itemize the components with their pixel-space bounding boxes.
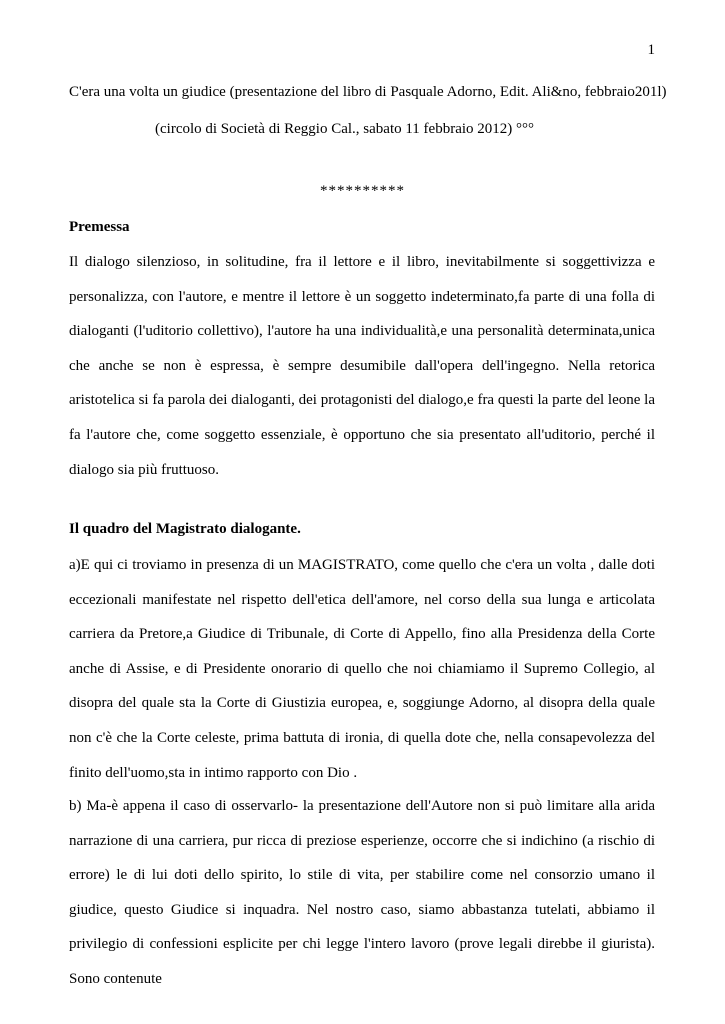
section-heading-premessa: Premessa xyxy=(69,219,130,235)
paragraph-b: b) Ma-è appena il caso di osservarlo- la presentazione dell'Autore non si può limitare alla arida narrazione di una carriera, pur ricca di preziose esperienze, occorre che si indichino (a rischio di errore) le di lui doti dello spirito, lo stile di vita, per stabilire come nel consorzio umano il giudice, questo Giudice si inquadra. Nel nostro caso, siamo abbastanza tutelati, abbiamo il privilegio di confessioni esplicite per chi legge l'intero lavoro (prove legali direbbe il giurista). Sono contenute xyxy=(69,798,655,987)
section-heading-quadro: Il quadro del Magistrato dialogante. xyxy=(69,521,301,537)
paragraph-premessa: Il dialogo silenzioso, in solitudine, fra il lettore e il libro, inevitabilmente si soggettivizza e personalizza, con l'autore, e mentre il lettore è un soggetto indeterminato,fa parte di una folla di dialoganti (l'uditorio collettivo), l'autore ha una individualità,e una personalità determinata,unica che anche se non è espressa, è sempre desumibile dall'opera dell'ingegno. Nella retorica aristotelica si fa parola dei dialoganti, dei protagonisti del dialogo,e fra questi la parte del leone la fa l'autore che, come soggetto essenziale, è opportuno che sia presentato all'uditorio, perché il dialogo sia più fruttuoso. xyxy=(69,254,655,478)
separator: ********** xyxy=(320,183,405,199)
page-number: 1 xyxy=(647,42,655,58)
paragraph-a: a)E qui ci troviamo in presenza di un MAGISTRATO, come quello che c'era un volta , dalle doti eccezionali manifestate nel rispetto dell'etica dell'amore, nel corso della sua lunga e articolata carriera da Pretore,a Giudice di Tribunale, di Corte di Appello, fino alla Presidenza della Corte anche di Assise, e di Presidente onorario di quello che noi chiamiamo il Supremo Collegio, al disopra del quale sta la Corte di Giustizia europea, e, soggiunge Adorno, al disopra della quale non c'è che la Corte celeste, prima battuta di ironia, di quella dote che, nella consapevolezza del finito dell'uomo,sta in intimo rapporto con Dio . xyxy=(69,557,655,781)
document-subtitle: (circolo di Società di Reggio Cal., sabato 11 febbraio 2012) °°° xyxy=(155,121,535,137)
document-title: C'era una volta un giudice (presentazione del libro di Pasquale Adorno, Edit. Ali&no, febbraio201l) xyxy=(69,84,667,100)
